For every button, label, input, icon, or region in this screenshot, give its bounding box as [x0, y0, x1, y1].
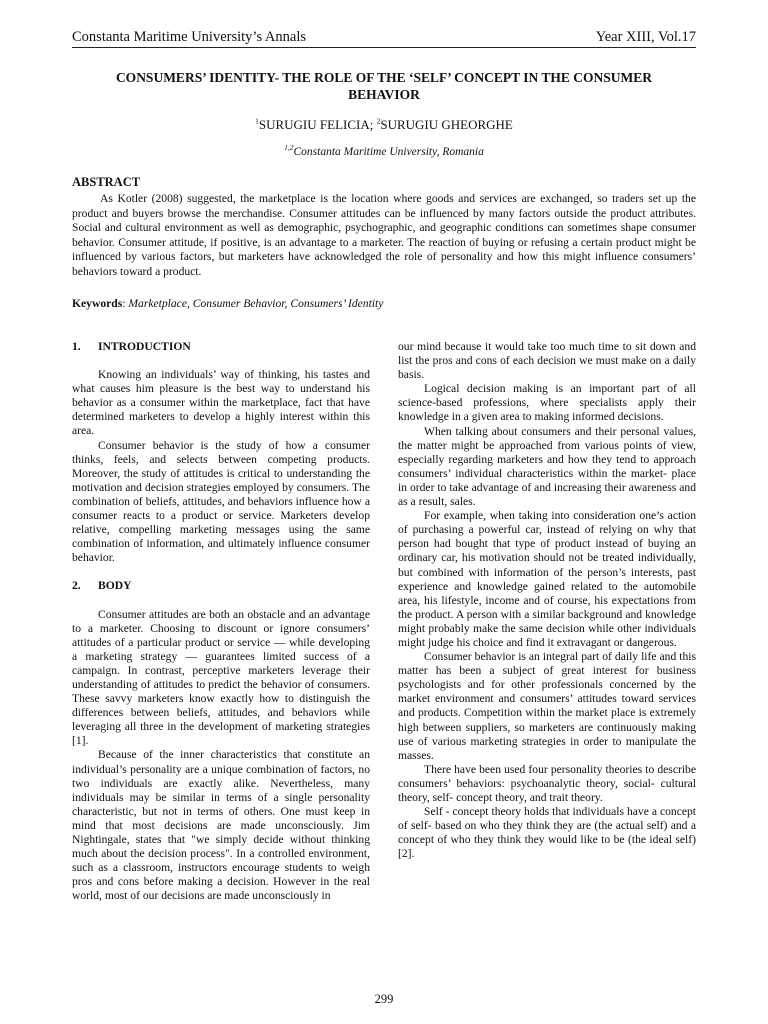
affiliation-text: Constanta Maritime University, Romania	[293, 146, 484, 158]
section-title: INTRODUCTION	[98, 340, 191, 353]
keywords	[72, 297, 696, 310]
paragraph: Logical decision making is an important part of all science-based professions, where specialists apply their knowledge in a given area to making informed decisions.	[398, 382, 696, 424]
authors	[72, 117, 696, 133]
spacer	[72, 565, 370, 579]
paragraph: Consumer behavior is an integral part of daily life and this matter has been a subject of great interest for business psychologists and for other professionals concerned by the market environment and consumers’ attitudes toward services and products. Competition within the market place is extremely high between suppliers, so marketers are continuously making use of various marketing strategies in order to manipulate the masses.	[398, 650, 696, 762]
volume-info: Year XIII, Vol.17	[595, 29, 696, 45]
author1: SURUGIU FELICIA;	[258, 117, 377, 132]
paragraph: Because of the inner characteristics that constitute an individual’s personality are a unique combination of factors, no two individuals are exactly alike. Nevertheless, many individuals may be similar in terms of a single personality characteristic, but not in terms of others. One must keep in mind that most decisions are made unconsciously. Jim Nightingale, states that "we simply decide without thinking much about the decision process". In a controlled environment, such as a classroom, instructors encourage students to weigh pros and cons before making a decision. However in the real world, most of our decisions are made unconsciously in	[72, 748, 370, 903]
running-header	[72, 26, 696, 46]
paragraph: Self - concept theory holds that individuals have a concept of self- based on who they think they are (the actual self) and a concept of who they think they would like to be (the ideal self) [2].	[398, 805, 696, 861]
keywords-values: Marketplace, Consumer Behavior, Consumers’ Identity	[128, 297, 384, 310]
affiliation	[72, 143, 696, 158]
left-column	[72, 340, 370, 903]
section-number: 2.	[72, 579, 81, 593]
paragraph: Knowing an individuals’ way of thinking, his tastes and what causes him pleasure is the best way to understand his behavior as a consumer within the marketplace, fact that have determined marketers to develop a highly interest within this area.	[72, 368, 370, 438]
paragraph: There have been used four personality theories to describe consumers’ behaviors: psychoanalytic theory, social- cultural theory, self- concept theory, and trait theory.	[398, 762, 696, 804]
section-heading-body	[72, 579, 370, 593]
page-number: 299	[374, 992, 394, 1006]
author1-sup: 1	[255, 116, 259, 126]
abstract-text: As Kotler (2008) suggested, the marketplace is the location where goods and services are exchanged, so traders set up the product and buyers browse the merchandise. Consumer attitudes can be influenced by many factors outside the product attributes. Social and cultural environment as well as demographic, psychographic, and geographic conditions can sometimes shape consumer behavior. Consumer attitude, if positive, is an advantage to a marketer. The reaction of buying or refusing a certain product might be influenced by various factors, but marketers have acknowledged the role of personality and how this might influence consumers’ behaviors toward a product.	[72, 192, 696, 278]
keywords-label: Keywords	[72, 297, 123, 310]
section-title: BODY	[98, 579, 132, 593]
paragraph-continuation: our mind because it would take too much time to sit down and list the pros and cons of each decision we must make on a daily basis.	[398, 340, 696, 382]
paper-title: CONSUMERS’ IDENTITY- THE ROLE OF THE ‘SELF’ CONCEPT IN THE CONSUMER BEHAVIOR	[115, 70, 653, 102]
paragraph: For example, when taking into consideration one’s action of purchasing a powerful car, instead of relying on why that person had bought that type of product instead of buying an ordinary car, his motivation should not be treated individually, but combined with information of the person’s interests, past experience and knowledge gained related to the automobile area, his lifestyle, income and of course, his expectations from the product. A person with a similar background and knowledge might probably make the same decision while other individuals might judge his choice and find it extravagant or dangerous.	[398, 509, 696, 649]
paragraph: Consumer behavior is the study of how a consumer thinks, feels, and selects between competing products. Moreover, the study of attitudes is critical to understanding the motivation and decision strategies employed by consumers. The combination of beliefs, attitudes, and behaviors influence how a consumer reacts to a product or service. Marketers develop relative, compelling marketing messages using the same combination of information, and ultimately influence consumer behavior.	[72, 438, 370, 565]
section-heading-introduction	[72, 340, 370, 354]
journal-name: Constanta Maritime University’s Annals	[72, 29, 306, 45]
author2-sup: 2	[376, 116, 381, 126]
paragraph: When talking about consumers and their personal values, the matter might be approached from various points of view, especially regarding marketers and how they tend to approach consumers’ individual characteristics within the market- place in order to take advantage of and increasing their awareness and as a result, sales.	[398, 424, 696, 509]
section-number: 1.	[72, 340, 81, 353]
author2: SURUGIU GHEORGHE	[380, 117, 513, 132]
right-column	[398, 340, 696, 861]
paragraph: Consumer attitudes are both an obstacle and an advantage to a marketer. Choosing to discount or ignore consumers’ attitudes of a particular product or service — while developing a marketing strategy — guarantees limited success of a campaign. In contrast, perceptive marketers leverage their understanding of attitudes to predict the behavior of consumers. These savvy marketers know exactly how to distinguish the differences between beliefs, attitudes, and behaviors while leveraging all three in the development of marketing strategies [1].	[72, 607, 370, 748]
affiliation-sup: 1,2	[284, 143, 294, 153]
header-divider	[72, 47, 696, 48]
keywords-colon: :	[122, 297, 129, 310]
abstract-heading: ABSTRACT	[72, 175, 141, 189]
